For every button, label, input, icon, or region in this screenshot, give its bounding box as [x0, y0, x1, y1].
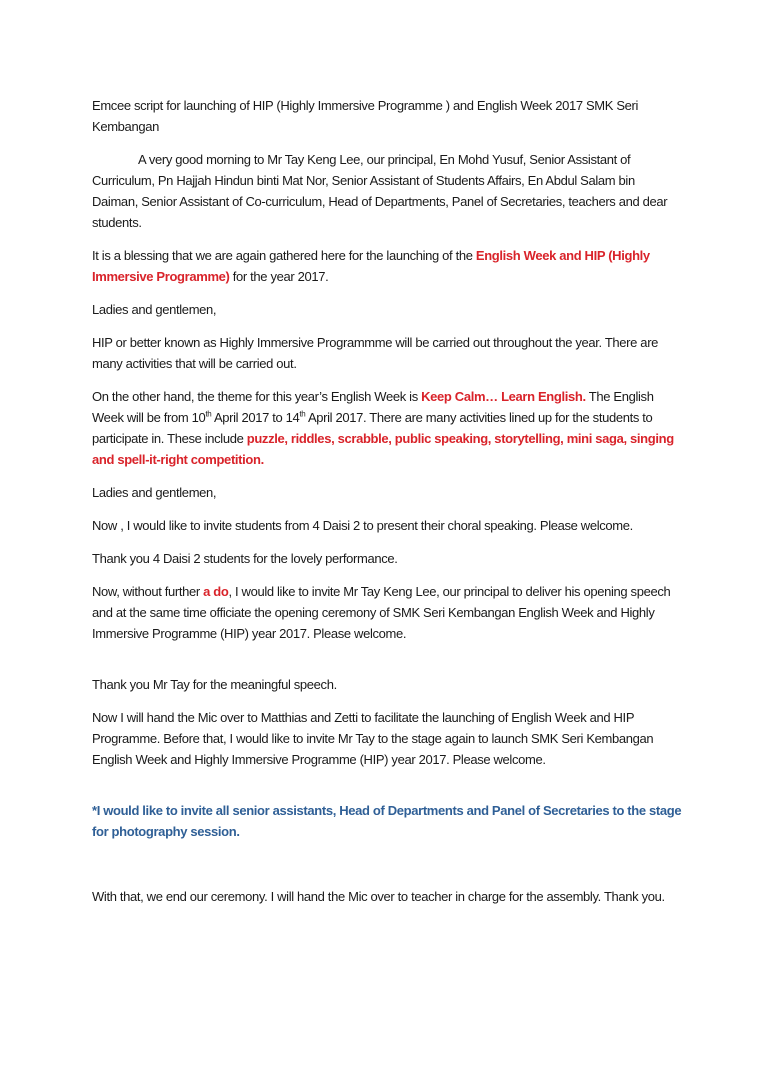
thank-speech-paragraph: Thank you Mr Tay for the meaningful speech.	[92, 677, 337, 692]
thank-choral-paragraph: Thank you 4 Daisi 2 students for the lovely performance.	[92, 551, 398, 566]
event-name-highlight: English Week and HIP (Highly Immersive Programme)	[92, 248, 650, 284]
theme-text-mid3: April 2017. There are many activities lined up for the students to participate in. These include	[92, 410, 653, 446]
theme-text-mid1: The English Week will be from 10	[92, 389, 654, 425]
blessing-text-post: for the year 2017.	[229, 269, 329, 284]
theme-name-highlight: Keep Calm… Learn English.	[421, 389, 586, 404]
blessing-paragraph	[92, 245, 682, 287]
closing-paragraph: With that, we end our ceremony. I will hand the Mic over to teacher in charge for the assembly. Thank you.	[92, 889, 665, 904]
hip-info-paragraph: HIP or better known as Highly Immersive Programmme will be carried out throughout the year. There are many activities that will be carried out.	[92, 335, 659, 371]
greeting-paragraph: A very good morning to Mr Tay Keng Lee, our principal, En Mohd Yusuf, Senior Assistant of Curriculum, Pn Hajjah Hindun binti Mat Nor, Senior Assistant of Students Affairs, En Abdul Salam bin Daiman, Senior Assistant of Co-curriculum, Head of Departments, Panel of Secretaries, teachers and dear students.	[92, 152, 668, 230]
date-suffix-2: th	[299, 409, 306, 419]
blessing-text-pre: It is a blessing that we are again gathered here for the launching of the	[92, 248, 476, 263]
ado-highlight: a do	[203, 584, 229, 599]
activities-highlight: puzzle, riddles, scrabble, public speaking, storytelling, mini saga, singing and spell-it-right competition.	[92, 431, 674, 467]
emcee-script-body	[92, 95, 682, 919]
date-suffix-1: th	[205, 409, 212, 419]
theme-text-pre: On the other hand, the theme for this year’s English Week is	[92, 389, 422, 404]
handover-paragraph: Now I will hand the Mic over to Matthias and Zetti to facilitate the launching of English Week and HIP Programme. Before that, I would like to invite Mr Tay to the stage again to launch SMK Seri Kembangan English Week and Highly Immersive Programme (HIP) year 2017. Please welcome.	[92, 710, 654, 767]
invite-choral-paragraph: Now , I would like to invite students from 4 Daisi 2 to present their choral speaking. Please welcome.	[92, 518, 633, 533]
invite-principal-paragraph	[92, 581, 682, 644]
ladies-gentlemen-2: Ladies and gentlemen,	[92, 485, 217, 500]
ladies-gentlemen-1: Ladies and gentlemen,	[92, 302, 217, 317]
script-title: Emcee script for launching of HIP (Highly Immersive Programme ) and English Week 2017 SMK Seri Kembangan	[92, 98, 639, 134]
invite-principal-pre: Now, without further	[92, 584, 204, 599]
theme-paragraph	[92, 386, 682, 470]
invite-principal-post: , I would like to invite Mr Tay Keng Lee, our principal to deliver his opening speech and at the same time officiate the opening ceremony of SMK Seri Kembangan English Week and Highly Immersive Programme (HIP) year 2017. Please welcome.	[92, 584, 671, 641]
theme-text-mid2: April 2017 to 14	[211, 410, 300, 425]
photo-session-note: *I would like to invite all senior assistants, Head of Departments and Panel of Secretaries to the stage for photography session.	[92, 803, 682, 839]
